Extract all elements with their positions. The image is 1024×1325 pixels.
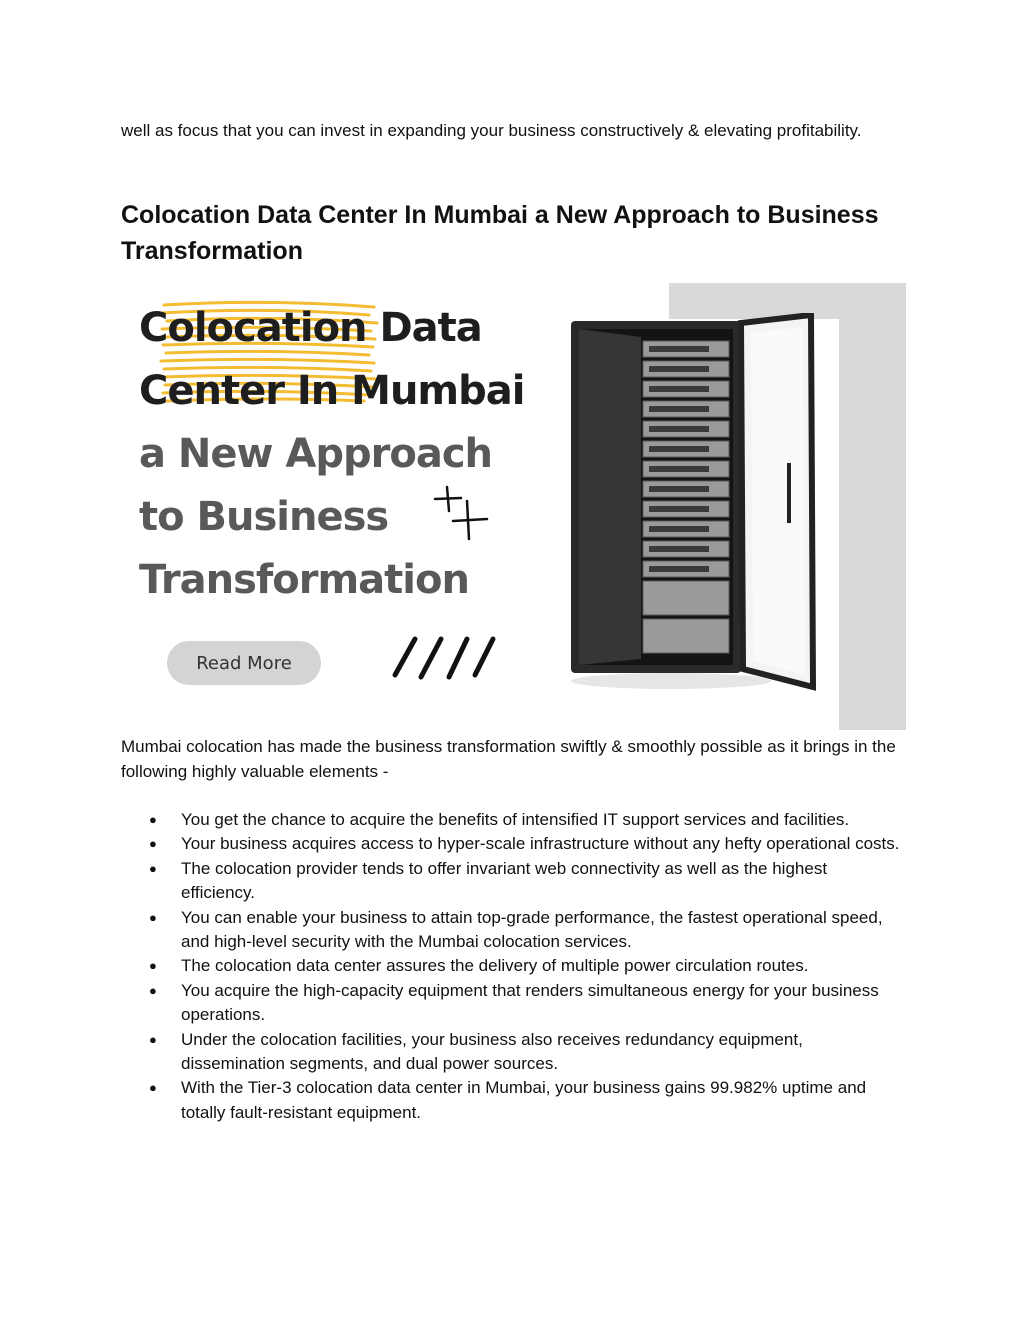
slash-marks-icon — [389, 633, 499, 683]
bullet-dot-icon: ● — [149, 860, 157, 876]
banner-image — [121, 283, 906, 730]
list-item — [121, 857, 901, 906]
list-item — [121, 808, 901, 832]
banner-title-line: Transformation — [139, 557, 469, 603]
list-item — [121, 1076, 901, 1125]
list-item — [121, 1028, 901, 1077]
bullet-dot-icon: ● — [149, 812, 157, 827]
list-item-text: You can enable your business to attain top-grade performance, the fastest operational speed, and high-level security with the Mumbai colocation services. — [181, 907, 883, 952]
list-item-text: Under the colocation facilities, your business also receives redundancy equipment, dissemination segments, and dual power sources. — [181, 1029, 803, 1074]
read-more-button[interactable]: Read More — [167, 641, 321, 685]
bullet-dot-icon: ● — [149, 909, 157, 925]
banner-title-line: a New Approach — [139, 431, 493, 477]
section-heading: Colocation Data Center In Mumbai a New Approach to Business Transformation — [121, 201, 879, 265]
bullet-dot-icon: ● — [149, 982, 157, 998]
list-item — [121, 979, 901, 1028]
bullet-dot-icon: ● — [149, 1080, 157, 1096]
bullet-dot-icon: ● — [149, 958, 157, 974]
banner-title-line: Colocation Data — [139, 305, 482, 351]
list-item-text: Your business acquires access to hyper-scale infrastructure without any hefty operational costs. — [181, 834, 900, 854]
list-item-text: You get the chance to acquire the benefits of intensified IT support services and facilities. — [181, 810, 850, 829]
banner-title — [139, 297, 524, 612]
list-item-text: You acquire the high-capacity equipment that renders simultaneous energy for your business operations. — [181, 980, 879, 1025]
list-item — [121, 832, 901, 856]
intro-paragraph: well as focus that you can invest in expanding your business constructively & elevating profitability. — [121, 121, 862, 140]
benefits-list — [121, 808, 901, 1125]
list-item-text: The colocation data center assures the delivery of multiple power circulation routes. — [181, 956, 809, 976]
banner-title-line: Center In Mumbai — [139, 368, 525, 414]
bullet-dot-icon: ● — [149, 836, 157, 852]
list-item — [121, 954, 901, 978]
banner-title-line: to Business — [139, 494, 389, 540]
sparkle-cross-icon — [431, 483, 491, 543]
bullet-dot-icon: ● — [149, 1031, 157, 1047]
list-item — [121, 906, 901, 955]
list-item-text: The colocation provider tends to offer invariant web connectivity as well as the highest efficiency. — [181, 858, 828, 903]
list-item-text: With the Tier-3 colocation data center in Mumbai, your business gains 99.982% uptime and totally fault-resistant equipment. — [181, 1078, 867, 1122]
server-rack-illustration — [561, 313, 821, 693]
body-paragraph: Mumbai colocation has made the business transformation swiftly & smoothly possible as it brings in the following highly valuable elements - — [121, 737, 896, 781]
